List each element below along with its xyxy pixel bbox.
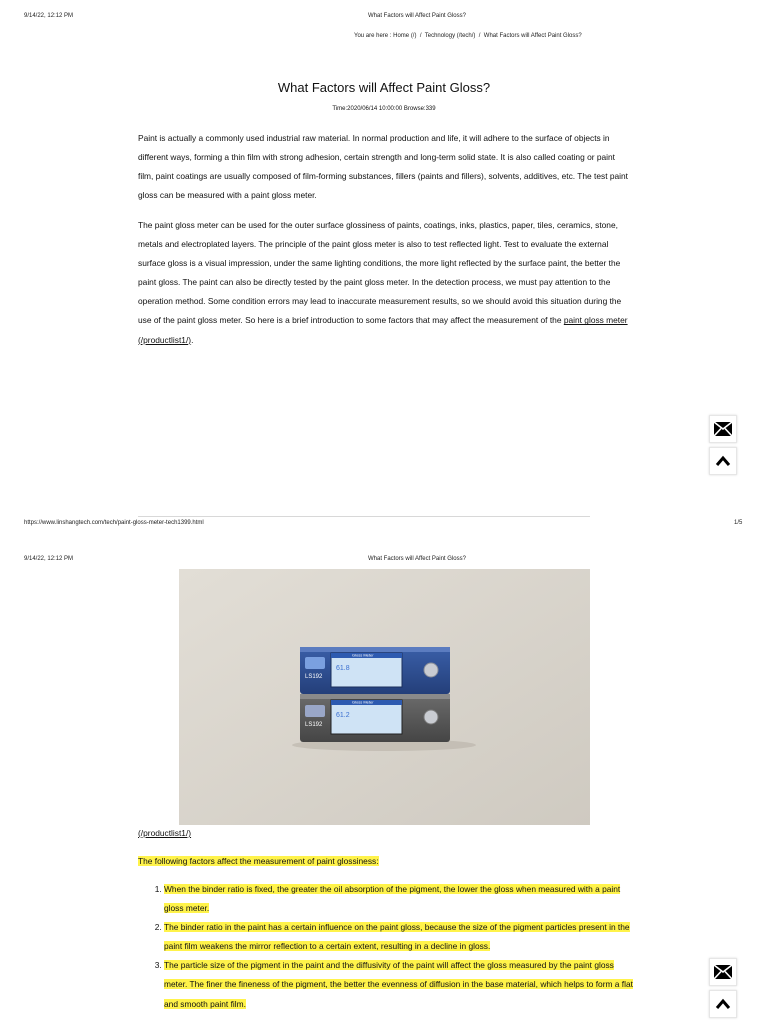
device-top-model: LS192 — [305, 674, 323, 680]
print-timestamp: 9/14/22, 12:12 PM — [24, 556, 74, 562]
paragraph-end: . — [191, 334, 194, 345]
mail-icon — [714, 422, 732, 436]
device-bottom-reading: 61.2 — [336, 712, 350, 719]
article-paragraph-2 — [138, 216, 632, 350]
print-footer-url: https://www.linshangtech.com/tech/paint-gloss-meter-tech1399.html — [24, 520, 204, 526]
paragraph-text: The paint gloss meter can be used for the outer surface glossiness of paints, coatings, inks, plastics, paper, tiles, ceramics, stone, metals and electroplated layers. The principle of the paint gloss meter is also to test reflected light. Test to evaluate the external surface gloss is a visual impression, under the same lighting conditions, the more light reflected by the surface paint, the better the paint gloss. The paint can also be directly tested by the paint gloss meter. In the detection process, we must pay attention to the operation method. Some condition errors may lead to inaccurate measurement results, so we should avoid this situation during the use of the paint gloss meter. So here is a brief introduction to some factors that may affect the measurement of the — [138, 220, 622, 326]
email-button[interactable] — [709, 958, 737, 986]
product-photo[interactable] — [179, 569, 590, 825]
product-link[interactable]: (/productlist1/) — [138, 828, 192, 838]
device-bottom-label: Gloss Meter — [352, 699, 374, 705]
breadcrumb-home[interactable]: Home (/) — [393, 33, 417, 39]
gloss-meter-illustration — [179, 569, 590, 825]
factors-lead — [138, 856, 379, 866]
list-item — [164, 956, 634, 1013]
factors-list — [138, 880, 634, 1014]
factor-text: The binder ratio in the paint has a certain influence on the paint gloss, because the size of the pigment particles present in the paint film weakens the mirror reflection to a certain extent, resulting in a decline in gloss. — [164, 922, 630, 952]
breadcrumb-prefix: You are here : — [354, 33, 394, 39]
back-to-top-button[interactable] — [709, 990, 737, 1018]
factor-text: When the binder ratio is fixed, the greater the oil absorption of the pigment, the lower the gloss when measured with a paint gloss meter. — [164, 884, 621, 914]
device-top-reading: 61.8 — [336, 665, 350, 672]
breadcrumb-current: What Factors will Affect Paint Gloss? — [483, 33, 582, 39]
arrow-up-icon — [715, 998, 731, 1010]
breadcrumb-separator: / — [478, 33, 481, 39]
mail-icon — [714, 965, 732, 979]
device-top-label: Gloss Meter — [352, 652, 374, 658]
list-item — [164, 918, 634, 956]
article-paragraph-1: Paint is actually a commonly used industrial raw material. In normal production and life, it will adhere to the surface of objects in different ways, forming a thin film with strong adhesion, certain strength and long-term solid state. It is also called coating or paint film, paint coatings are usually composed of film-forming substances, fillers (paints and fillers), solvents, additives, etc. The test paint gloss can be measured with a paint gloss meter. — [138, 133, 629, 201]
device-bottom-model: LS192 — [305, 722, 323, 728]
paint-gloss-meter-link[interactable]: paint gloss meter (/productlist1/) — [138, 315, 628, 345]
breadcrumb — [354, 33, 582, 39]
breadcrumb-separator: / — [419, 33, 422, 39]
list-item — [164, 880, 634, 918]
arrow-up-icon — [715, 455, 731, 467]
article-meta: Time:2020/06/14 10:00:00 Browse:339 — [332, 106, 436, 112]
print-header-title: What Factors will Affect Paint Gloss? — [368, 556, 466, 562]
print-page-number: 1/5 — [734, 520, 743, 526]
back-to-top-button[interactable] — [709, 447, 737, 475]
article-title: What Factors will Affect Paint Gloss? — [277, 80, 491, 95]
factor-text: The particle size of the pigment in the paint and the diffusivity of the paint will affect the gloss measured by the paint gloss meter. The finer the fineness of the pigment, the better the evenness of diffusion in the base material, which helps to form a flat and smooth paint film. — [164, 960, 633, 1009]
email-button[interactable] — [709, 415, 737, 443]
page-divider — [138, 516, 590, 517]
print-header-title: What Factors will Affect Paint Gloss? — [368, 13, 466, 19]
lead-text: The following factors affect the measurement of paint glossiness: — [138, 856, 379, 866]
breadcrumb-category[interactable]: Technology (/tech/) — [424, 33, 476, 39]
print-timestamp: 9/14/22, 12:12 PM — [24, 13, 74, 19]
